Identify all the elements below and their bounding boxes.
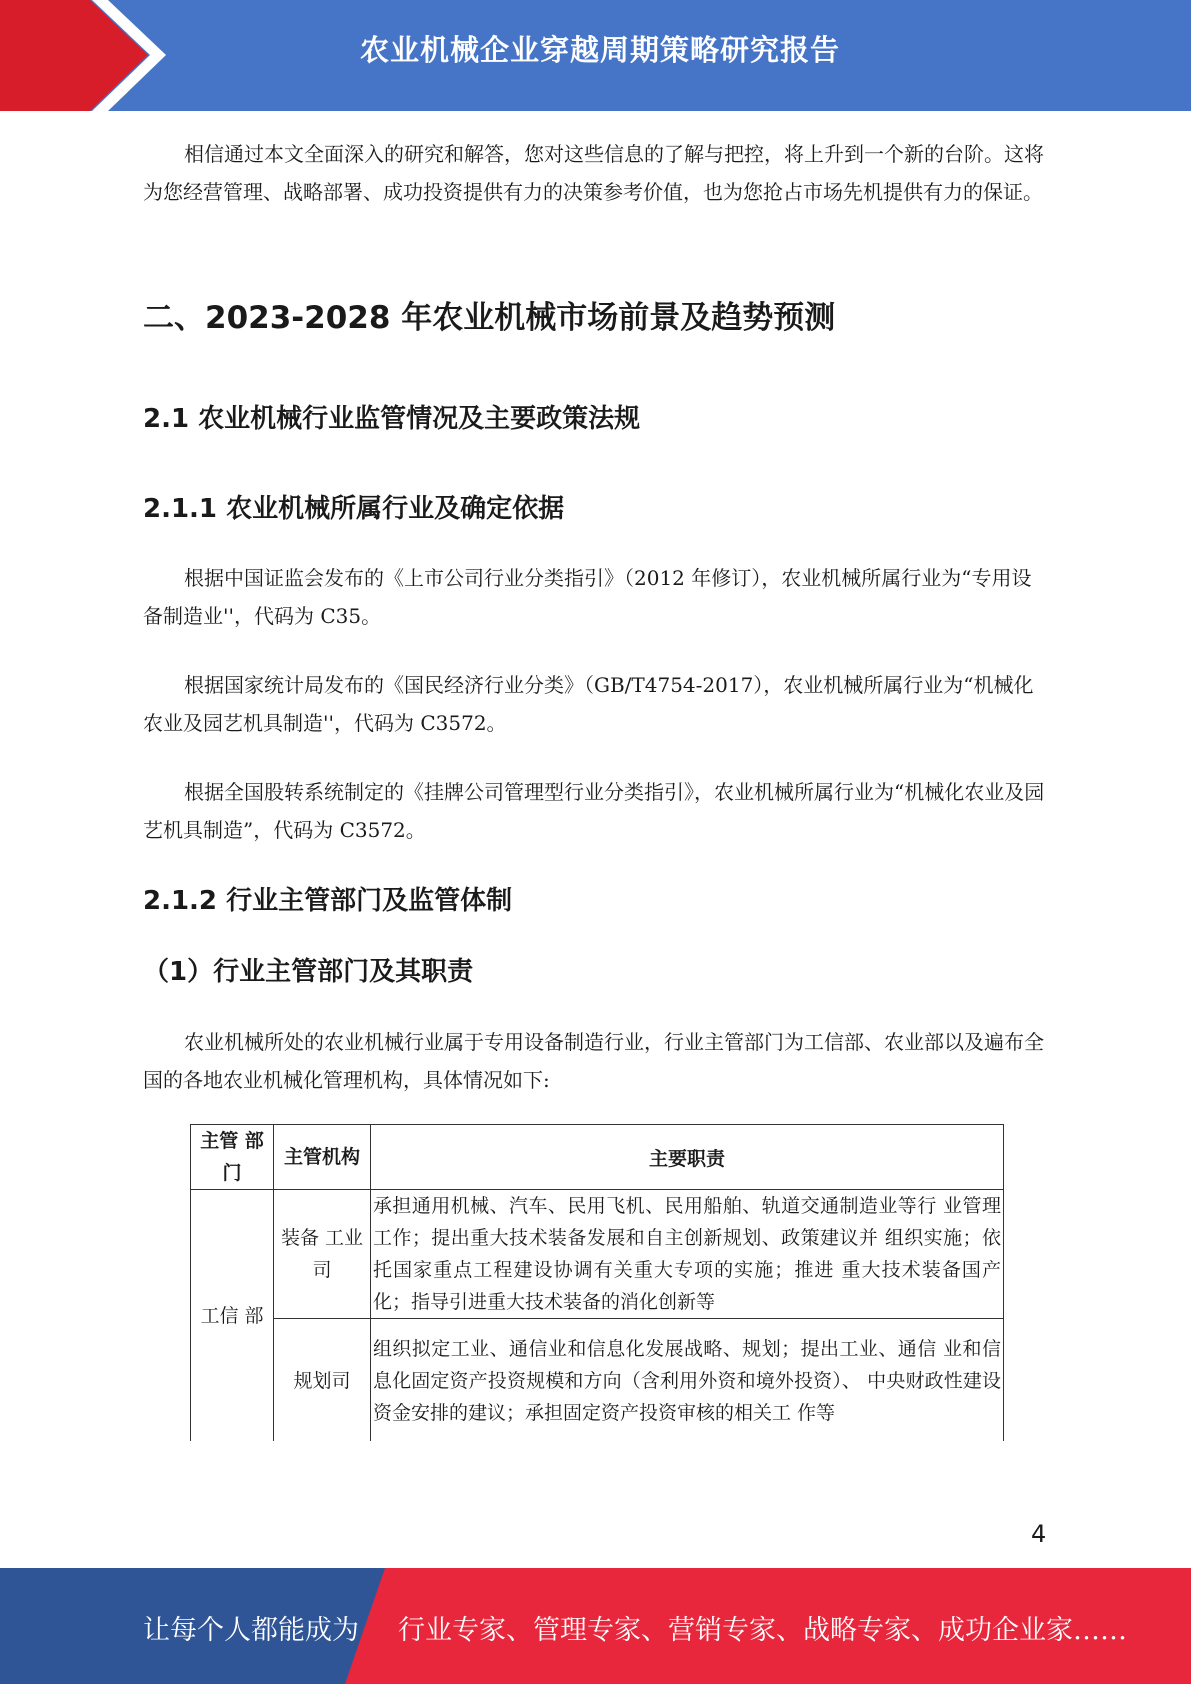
table-row (191, 1190, 1004, 1319)
department-paragraph: 农业机械所处的农业机械行业属于专用设备制造行业，行业主管部门为工信部、农业部以及遍布全国的各地农业机械化管理机构，具体情况如下: (143, 1030, 1044, 1092)
page-header (0, 0, 1191, 111)
table-cell-agency: 规划司 (274, 1319, 371, 1443)
table-cell-agency: 装备 工业司 (274, 1190, 371, 1319)
page-footer (0, 1568, 1191, 1684)
regulator-table (190, 1124, 1004, 1443)
table-row (191, 1319, 1004, 1443)
basis-paragraph-3: 根据全国股转系统制定的《挂牌公司管理型行业分类指引》，农业机械所属行业为“机械化农业及园艺机具制造”，代码为 C3572。 (143, 780, 1045, 842)
subsection-heading-2-1-1: 2.1.1 农业机械所属行业及确定依据 (143, 494, 565, 524)
report-title: 农业机械企业穿越周期策略研究报告 (360, 33, 841, 67)
table-continuation-cut (186, 1441, 1006, 1461)
page-number: 4 (1031, 1520, 1047, 1548)
table-cell-department: 工信 部 (191, 1190, 274, 1443)
item-heading-1: （1）行业主管部门及其职责 (143, 957, 474, 987)
table-cell-duty: 组织拟定工业、通信业和信息化发展战略、规划；提出工业、通信 业和信息化固定资产投资规模和方向（含利用外资和境外投资）、 中央财政性建设资金安排的建议；承担固定资产投资审核的相关工 作等 (371, 1319, 1004, 1443)
table-header-agency: 主管机构 (274, 1125, 371, 1190)
basis-paragraph-1: 根据中国证监会发布的《上市公司行业分类指引》（2012 年修订），农业机械所属行业为“专用设备制造业''，代码为 C35。 (143, 566, 1032, 628)
subsection-heading-2-1-2: 2.1.2 行业主管部门及监管体制 (143, 886, 513, 916)
table-header-department: 主管 部门 (191, 1125, 274, 1190)
table-cell-duty: 承担通用机械、汽车、民用飞机、民用船舶、轨道交通制造业等行 业管理工作；提出重大技术装备发展和自主创新规划、政策建议并 组织实施；依托国家重点工程建设协调有关重大专项的实施；推进 重大技术装备国产化；指导引进重大技术装备的消化创新等 (371, 1190, 1004, 1319)
subsection-heading-2-1: 2.1 农业机械行业监管情况及主要政策法规 (143, 404, 641, 434)
basis-paragraph-2: 根据国家统计局发布的《国民经济行业分类》（GB/T4754-2017），农业机械所属行业为“机械化农业及园艺机具制造''，代码为 C3572。 (143, 673, 1034, 735)
footer-slogan-right: 行业专家、管理专家、营销专家、战略专家、成功企业家…… (398, 1615, 1127, 1646)
intro-paragraph: 相信通过本文全面深入的研究和解答，您对这些信息的了解与把控，将上升到一个新的台阶。这将为您经营管理、战略部署、成功投资提供有力的决策参考价值，也为您抢占市场先机提供有力的保证。 (143, 142, 1044, 204)
table-header-duty: 主要职责 (371, 1125, 1004, 1190)
intro-section (143, 135, 1046, 211)
footer-slogan-left: 让每个人都能成为 (143, 1615, 359, 1646)
section-heading: 二、2023-2028 年农业机械市场前景及趋势预测 (143, 300, 836, 336)
table-header-row (191, 1125, 1004, 1190)
